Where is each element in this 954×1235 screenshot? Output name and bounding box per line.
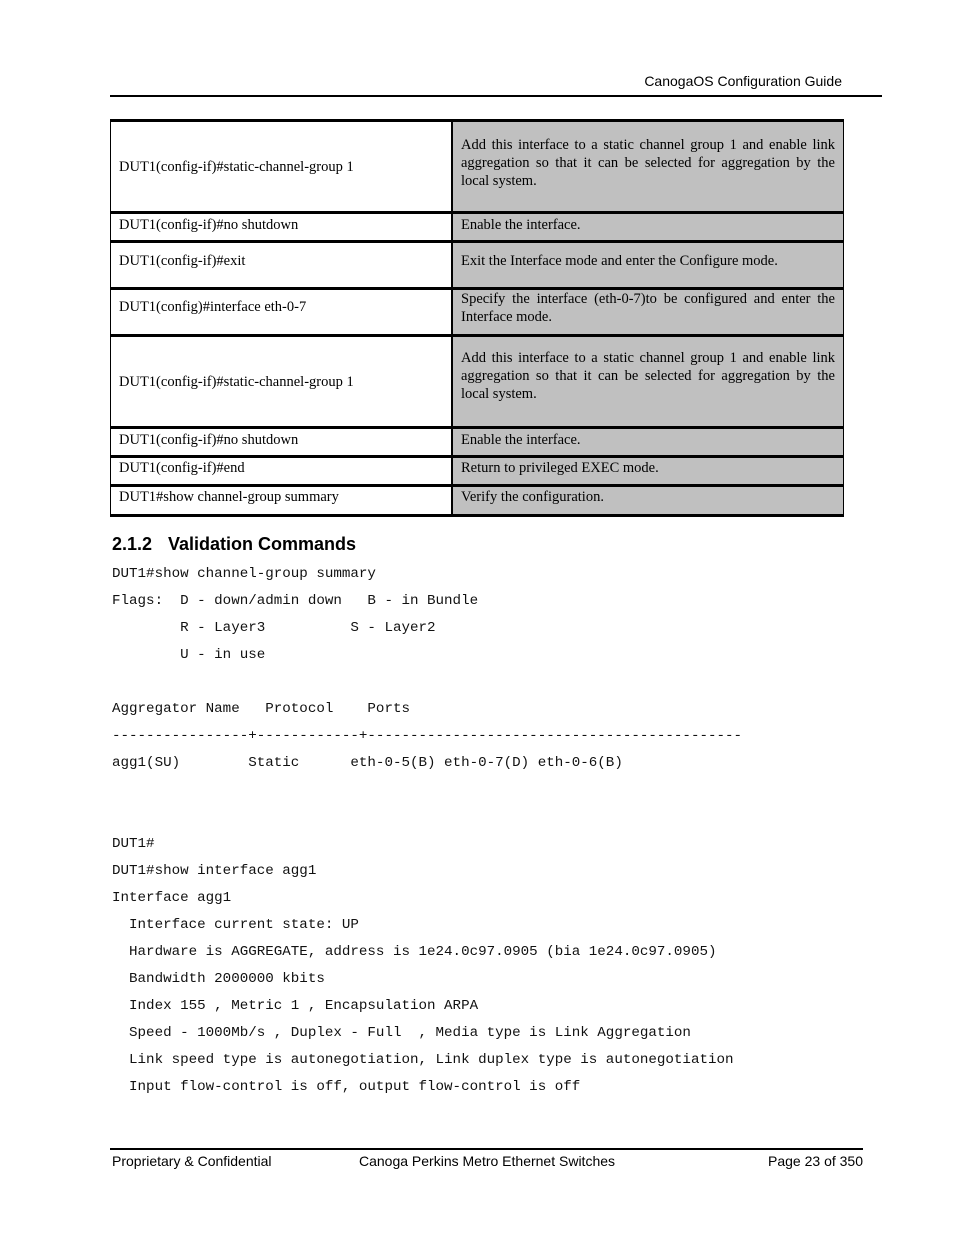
command-table: [110, 119, 844, 517]
code-line: R - Layer3 S - Layer2: [112, 620, 436, 636]
command-text: DUT1(config-if)#end: [119, 460, 245, 476]
description-text: Specify the interface (eth-0-7)to be configured and enter the Interface mode.: [461, 291, 835, 325]
description-cell: [452, 428, 844, 457]
description-text: Verify the configuration.: [461, 489, 604, 505]
code-line: ----------------+------------+--------------------------------------------: [112, 728, 743, 744]
command-cell: [111, 213, 453, 242]
code-line: Input flow-control is off, output flow-control is off: [112, 1079, 581, 1095]
section-number: 2.1.2: [112, 534, 153, 554]
footer-left: Proprietary & Confidential: [112, 1153, 272, 1169]
table-row: [111, 121, 844, 213]
command-text: DUT1(config-if)#no shutdown: [119, 217, 299, 233]
code-line: Flags: D - down/admin down B - in Bundle: [112, 593, 479, 609]
code-line: Interface current state: UP: [112, 917, 359, 933]
command-text: DUT1(config-if)#no shutdown: [119, 432, 299, 448]
code-line: DUT1#show interface agg1: [112, 863, 317, 879]
section-title: Validation Commands: [168, 534, 357, 554]
description-cell: [452, 486, 844, 516]
description-text: Return to privileged EXEC mode.: [461, 460, 659, 476]
table-row: [111, 242, 844, 289]
header-rule: [110, 95, 882, 97]
description-cell: [452, 242, 844, 289]
description-text: Enable the interface.: [461, 217, 581, 233]
code-line: U - in use: [112, 647, 266, 663]
footer-rule: [110, 1148, 863, 1150]
command-cell: [111, 457, 453, 486]
code-line: Bandwidth 2000000 kbits: [112, 971, 325, 987]
table-row: [111, 213, 844, 242]
command-cell: [111, 428, 453, 457]
command-cell: [111, 486, 453, 516]
table-row: [111, 289, 844, 336]
command-cell: [111, 242, 453, 289]
description-cell: [452, 213, 844, 242]
running-header-title: CanogaOS Configuration Guide: [644, 73, 842, 89]
command-text: DUT1(config-if)#static-channel-group 1: [119, 158, 354, 175]
command-text: DUT1(config-if)#exit: [119, 253, 246, 269]
command-text: DUT1#show channel-group summary: [119, 489, 339, 505]
table-row: [111, 336, 844, 428]
description-cell: [452, 121, 844, 213]
code-line: Index 155 , Metric 1 , Encapsulation ARPA: [112, 998, 479, 1014]
code-line: Speed - 1000Mb/s , Duplex - Full , Media type is Link Aggregation: [112, 1025, 691, 1041]
code-line: Link speed type is autonegotiation, Link duplex type is autonegotiation: [112, 1052, 734, 1068]
description-cell: [452, 289, 844, 336]
footer-page-number: Page 23 of 350: [768, 1153, 863, 1169]
description-text: Enable the interface.: [461, 432, 581, 448]
code-line: DUT1#: [112, 836, 155, 852]
table-row: [111, 457, 844, 486]
description-text: Add this interface to a static channel group 1 and enable link aggregation so that it can be selected for aggregation by the local system.: [461, 350, 835, 402]
section-heading: [112, 534, 356, 555]
table-row: [111, 428, 844, 457]
code-line: agg1(SU) Static eth-0-5(B) eth-0-7(D) eth-0-6(B): [112, 755, 623, 771]
description-text: Exit the Interface mode and enter the Configure mode.: [461, 253, 778, 269]
command-text: DUT1(config-if)#static-channel-group 1: [119, 373, 354, 390]
footer-center: Canoga Perkins Metro Ethernet Switches: [359, 1153, 616, 1169]
description-cell: [452, 336, 844, 428]
table-row: [111, 486, 844, 516]
command-cell: [111, 289, 453, 336]
command-cell: [111, 336, 453, 428]
command-text: DUT1(config)#interface eth-0-7: [119, 299, 307, 315]
code-line: Hardware is AGGREGATE, address is 1e24.0c97.0905 (bia 1e24.0c97.0905): [112, 944, 717, 960]
code-line: Interface agg1: [112, 890, 232, 906]
command-cell: [111, 121, 453, 213]
description-text: Add this interface to a static channel group 1 and enable link aggregation so that it can be selected for aggregation by the local system.: [461, 137, 835, 189]
code-line: Aggregator Name Protocol Ports: [112, 701, 410, 717]
code-line: DUT1#show channel-group summary: [112, 566, 376, 582]
description-cell: [452, 457, 844, 486]
